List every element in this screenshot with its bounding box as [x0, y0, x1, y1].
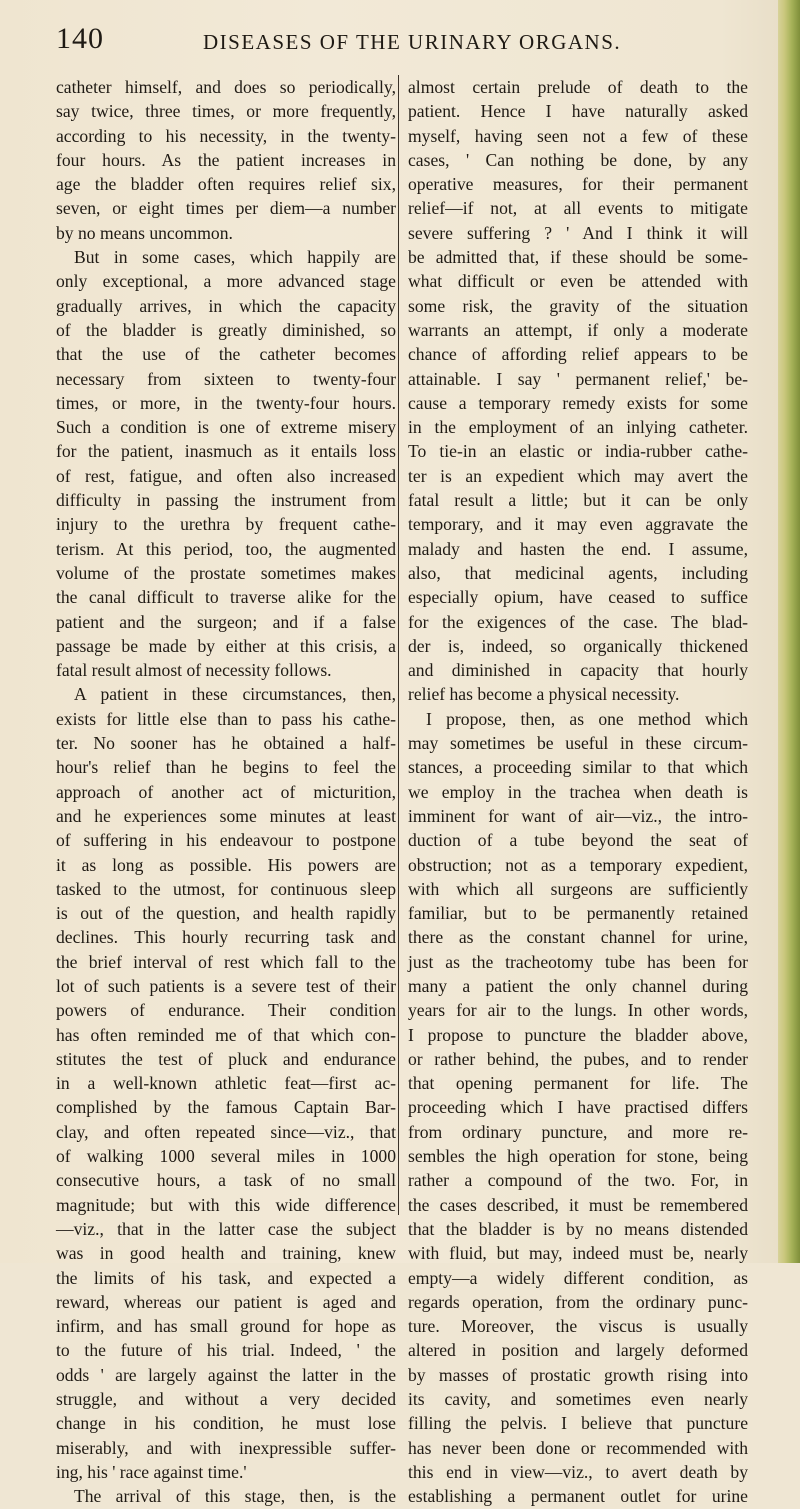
text-line: fatal result a little; but it can be only [408, 490, 748, 511]
text-line: is out of the question, and health rapidly [56, 903, 396, 924]
text-line: the cases described, it must be remembered [408, 1194, 748, 1215]
text-line: what difficult or even be attended with [408, 271, 748, 292]
text-line: ter. No sooner has he obtained a half- [56, 733, 396, 754]
text-line: for the exigences of the case. The blad- [408, 611, 748, 632]
text-line: operative measures, for their permanent [408, 174, 748, 195]
text-line: warrants an attempt, if only a moderate [408, 319, 748, 340]
text-line: sembles the high operation for stone, being [408, 1146, 748, 1167]
text-line: relief has become a physical necessity. [408, 684, 680, 705]
text-line: terism. At this period, too, the augmented [56, 538, 396, 559]
text-line: Such a condition is one of extreme misery [56, 417, 396, 438]
text-line: odds ' are largely against the latter in the [56, 1364, 396, 1385]
text-line: the brief interval of rest which fall to the [56, 951, 396, 972]
text-line: The arrival of this stage, then, is the [74, 1486, 396, 1507]
text-line: we employ in the trachea when death is [408, 781, 748, 802]
text-line: volume of the prostate sometimes makes [56, 562, 396, 583]
text-line: cause a temporary remedy exists for some [408, 392, 748, 413]
text-line: stitutes the test of pluck and endurance [56, 1048, 396, 1069]
text-line: ing, his ' race against time.' [56, 1461, 247, 1482]
text-line: der is, indeed, so organically thickened [408, 635, 748, 656]
text-line: imminent for want of air—viz., the intro- [408, 805, 748, 826]
text-line: gradually arrives, in which the capacity [56, 295, 396, 316]
text-line: by masses of prostatic growth rising into [408, 1364, 748, 1385]
text-line: exists for little else than to pass his cathe- [56, 708, 396, 729]
text-line: miserably, and with inexpressible suffer- [56, 1437, 396, 1458]
text-line: seven, or eight times per diem—a number [56, 198, 396, 219]
text-line: four hours. As the patient increases in [56, 149, 396, 170]
text-line: by no means uncommon. [56, 222, 233, 243]
text-line: say twice, three times, or more frequently, [56, 101, 396, 122]
text-line: just as the tracheotomy tube has been for [408, 951, 748, 972]
text-line: it as long as possible. His powers are [56, 854, 396, 875]
text-line: cases, ' Can nothing be done, by any [408, 149, 748, 170]
text-line: of walking 1000 several miles in 1000 [56, 1146, 396, 1167]
text-line: has never been done or recommended with [408, 1437, 748, 1458]
text-line: duction of a tube beyond the seat of [408, 830, 748, 851]
page-header [56, 22, 776, 62]
text-line: ture. Moreover, the viscus is usually [408, 1316, 748, 1337]
running-title: DISEASES OF THE URINARY ORGANS. [203, 30, 622, 54]
text-line: this end in view—viz., to avert death by [408, 1461, 748, 1482]
text-line: patient. Hence I have naturally asked [408, 101, 748, 122]
text-line: tasked to the utmost, for continuous sleep [56, 878, 396, 899]
text-line: the canal difficult to traverse alike for the [56, 587, 396, 608]
text-line: that opening permanent for life. The [408, 1073, 748, 1094]
text-line: declines. This hourly recurring task and [56, 927, 396, 948]
text-line: the limits of his task, and expected a [56, 1267, 396, 1288]
text-line: attainable. I say ' permanent relief,' be- [408, 368, 748, 389]
text-line: especially opium, have ceased to suffice [408, 587, 748, 608]
text-line: regards operation, from the ordinary punc- [408, 1291, 748, 1312]
text-line: according to his necessity, in the twenty- [56, 125, 396, 146]
text-line: A patient in these circumstances, then, [74, 684, 396, 705]
text-line: magnitude; but with this wide difference [56, 1194, 396, 1215]
text-line: also, that medicinal agents, including [408, 562, 748, 583]
text-line: was in good health and training, knew [56, 1243, 396, 1264]
text-line: malady and hasten the end. I assume, [408, 538, 748, 559]
page-number: 140 [56, 22, 104, 55]
text-line: from ordinary puncture, and more re- [408, 1121, 748, 1142]
text-line: complished by the famous Captain Bar- [56, 1097, 396, 1118]
text-line: ter is an expedient which may avert the [408, 465, 748, 486]
text-line: for the patient, inasmuch as it entails loss [56, 441, 396, 462]
text-line: familiar, but to be permanently retained [408, 903, 748, 924]
text-line: clay, and often repeated since—viz., that [56, 1121, 396, 1142]
text-line: I propose, then, as one method which [426, 708, 748, 729]
text-line: passage be made by either at this crisis, a [56, 635, 396, 656]
text-line: that the bladder is by no means distended [408, 1218, 748, 1239]
text-line: years for air to the lungs. In other words, [408, 1000, 748, 1021]
text-line: may sometimes be useful in these circum- [408, 733, 748, 754]
text-line: be admitted that, if these should be some- [408, 247, 748, 268]
text-line: reward, whereas our patient is aged and [56, 1291, 396, 1312]
text-line: struggle, and without a very decided [56, 1389, 396, 1410]
text-line: stances, a proceeding similar to that which [408, 757, 748, 778]
text-line: proceeding which I have practised differs [408, 1097, 748, 1118]
text-line: filling the pelvis. I believe that puncture [408, 1413, 748, 1434]
text-line: that the use of the catheter becomes [56, 344, 396, 365]
text-line: obstruction; not as a temporary expedient, [408, 854, 748, 875]
text-line: consecutive hours, a task of no small [56, 1170, 396, 1191]
text-line: to the future of his trial. Indeed, ' the [56, 1340, 396, 1361]
text-line: injury to the urethra by frequent cathe- [56, 514, 396, 535]
text-line: To tie-in an elastic or india-rubber cathe- [408, 441, 748, 462]
text-line: I propose to puncture the bladder above, [408, 1024, 748, 1045]
text-line: necessary from sixteen to twenty-four [56, 368, 396, 389]
text-line: lot of such patients is a severe test of their [56, 975, 396, 996]
text-line: relief—if not, at all events to mitigate [408, 198, 748, 219]
text-line: with fluid, but may, indeed must be, nearly [408, 1243, 748, 1264]
text-line: chance of affording relief appears to be [408, 344, 748, 365]
text-line: infirm, and has small ground for hope as [56, 1316, 396, 1337]
text-line: myself, having seen not a few of these [408, 125, 748, 146]
text-line: fatal result almost of necessity follows. [56, 660, 332, 681]
text-line: times, or more, in the twenty-four hours. [56, 392, 396, 413]
text-line: rather a compound of the two. For, in [408, 1170, 748, 1191]
text-line: hour's relief than he begins to feel the [56, 757, 396, 778]
text-line: of the bladder is greatly diminished, so [56, 319, 396, 340]
text-line: and diminished in capacity that hourly [408, 660, 748, 681]
text-line: altered in position and largely deformed [408, 1340, 748, 1361]
text-line: some risk, the gravity of the situation [408, 295, 748, 316]
text-line: has often reminded me of that which con- [56, 1024, 396, 1045]
text-line: catheter himself, and does so periodically, [56, 77, 396, 97]
text-line: there as the constant channel for urine, [408, 927, 748, 948]
text-line: But in some cases, which happily are [74, 247, 396, 268]
text-line: age the bladder often requires relief six, [56, 174, 396, 195]
text-line: its cavity, and sometimes even nearly [408, 1389, 748, 1410]
text-line: of suffering in his endeavour to postpone [56, 830, 396, 851]
text-line: severe suffering ? ' And I think it will [408, 222, 748, 243]
text-line: patient and the surgeon; and if a false [56, 611, 396, 632]
text-line: in the employment of an inlying catheter. [408, 417, 748, 438]
text-line: and he experiences some minutes at least [56, 805, 396, 826]
text-line: or rather behind, the pubes, and to render [408, 1048, 748, 1069]
text-line: temporary, and it may even aggravate the [408, 514, 748, 535]
text-line: many a patient the only channel during [408, 975, 748, 996]
text-line: with which all surgeons are sufficiently [408, 878, 748, 899]
text-line: empty—a widely different condition, as [408, 1267, 748, 1288]
text-line: in a well-known athletic feat—first ac- [56, 1073, 396, 1094]
text-line: difficulty in passing the instrument from [56, 490, 396, 511]
text-line: —viz., that in the latter case the subject [56, 1218, 396, 1239]
right-column [408, 75, 748, 1509]
text-line: powers of endurance. Their condition [56, 1000, 396, 1021]
text-line: only exceptional, a more advanced stage [56, 271, 396, 292]
text-line: approach of another act of micturition, [56, 781, 396, 802]
text-line: change in his condition, he must lose [56, 1413, 396, 1434]
page-edge [778, 0, 800, 1263]
text-line: almost certain prelude of death to the [408, 77, 748, 97]
left-column [56, 75, 396, 1509]
text-line: of rest, fatigue, and often also increased [56, 465, 396, 486]
column-divider [398, 75, 399, 1215]
text-line: establishing a permanent outlet for urine [408, 1486, 748, 1507]
